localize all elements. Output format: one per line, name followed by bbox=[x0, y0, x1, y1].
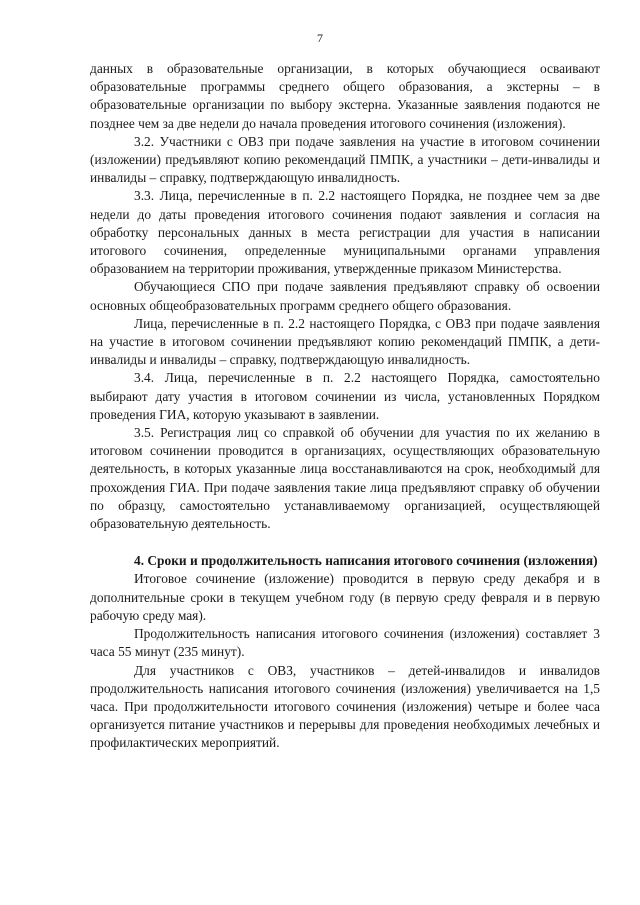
paragraph-ovz-persons: Лица, перечисленные в п. 2.2 настоящего Порядка, с ОВЗ при подаче заявления на участие в итоговом сочинении предъявляют копию рекомендаций ПМПК, а дети-инвалиды и инвалиды – справку, подтверждающую инвалидность. bbox=[90, 315, 600, 368]
paragraph-3-2: 3.2. Участники с ОВЗ при подаче заявления на участие в итоговом сочинении (изложении) предъявляют копию рекомендаций ПМПК, а участники – дети-инвалиды и инвалиды – справку, подтверждающую инвалидность. bbox=[90, 133, 600, 186]
document-body bbox=[90, 60, 600, 753]
paragraph-spo-students: Обучающиеся СПО при подаче заявления предъявляют справку об освоении основных общеобразовательных программ среднего общего образования. bbox=[90, 279, 600, 313]
paragraph-3-4: 3.4. Лица, перечисленные в п. 2.2 настоящего Порядка, самостоятельно выбирают дату участия в итоговом сочинении из числа, установленных Порядком проведения ГИА, которую указывают в заявлении. bbox=[90, 370, 600, 422]
section-4-heading: 4. Сроки и продолжительность написания итогового сочинения (изложения) bbox=[134, 553, 598, 569]
paragraph-continuation: данных в образовательные организации, в которых обучающиеся осваивают образовательные программы среднего общего образования, а экстерны – в образовательные организации по выбору экстерна. Указанные заявления подаются не позднее чем за две недели до начала проведения итогового сочинения (изложения). bbox=[90, 61, 600, 131]
paragraph-4-duration: Продолжительность написания итогового сочинения (изложения) составляет 3 часа 55 минут (235 минут). bbox=[90, 626, 600, 660]
paragraph-3-3: 3.3. Лица, перечисленные в п. 2.2 настоящего Порядка, не позднее чем за две недели до даты проведения итогового сочинения подают заявления и согласия на обработку персональных данных в места регистрации для участия в написании итогового сочинения, определенные муниципальными органами управления образованием на территории проживания, утвержденные приказом Министерства. bbox=[90, 188, 600, 277]
paragraph-3-5: 3.5. Регистрация лиц со справкой об обучении для участия по их желанию в итоговом сочинении проводится в организациях, осуществляющих образовательную деятельность, в которых указанные лица восстанавливаются на срок, необходимый для прохождения ГИА. При подаче заявления такие лица предъявляют справку об обучении по образцу, самостоятельно устанавливаемому организацией, осуществляющей образовательную деятельность. bbox=[90, 425, 600, 532]
paragraph-4-ovz-duration: Для участников с ОВЗ, участников – детей-инвалидов и инвалидов продолжительность написания итогового сочинения (изложения) увеличивается на 1,5 часа. При продолжительности итогового сочинения (изложения) четыре и более часа организуется питание участников и перерывы для проведения необходимых лечебных и профилактических мероприятий. bbox=[90, 662, 600, 751]
paragraph-4-dates: Итоговое сочинение (изложение) проводится в первую среду декабря и в дополнительные сроки в текущем учебном году (в первую среду февраля и в первую рабочую среду мая). bbox=[90, 571, 600, 623]
page-number: 7 bbox=[317, 31, 323, 45]
